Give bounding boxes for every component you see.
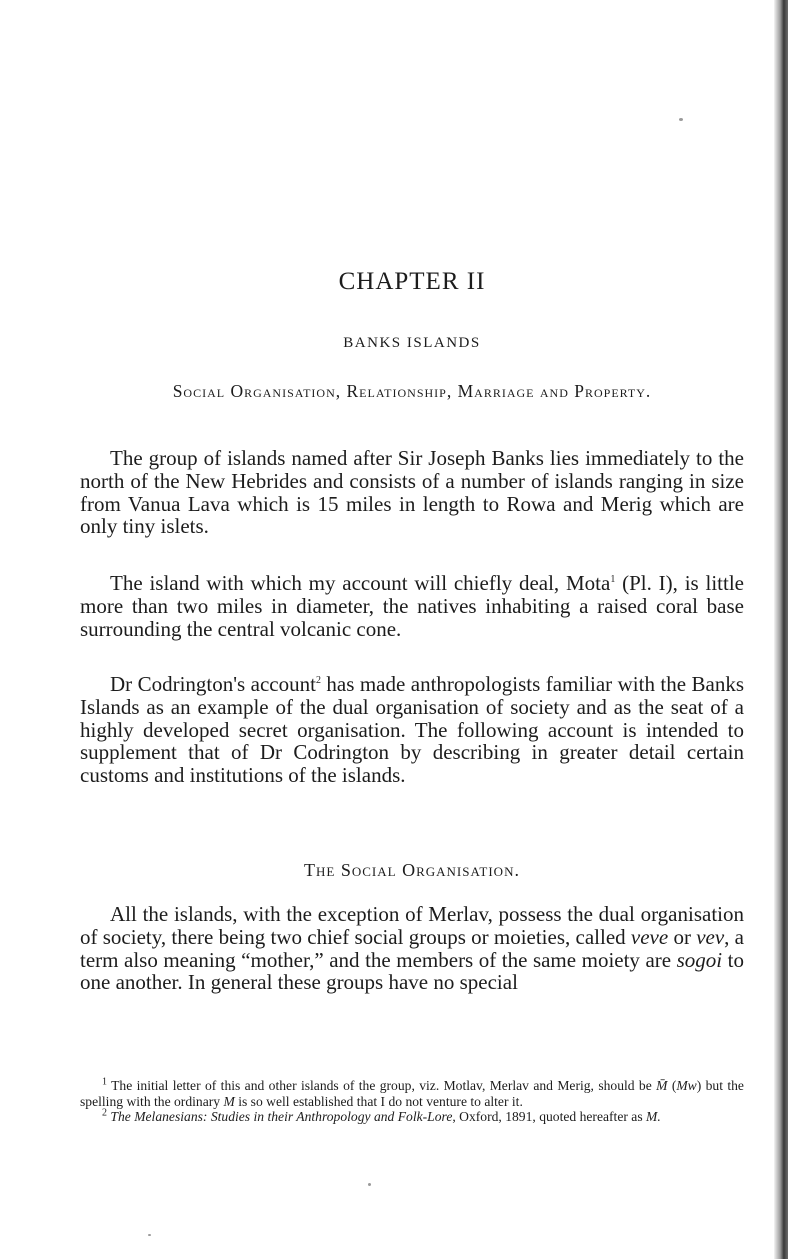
paragraph-2: The island with which my account will chiefly deal, Mota$^1$ (Pl. I), is little more than two miles in diameter, the natives inhabiting a raised coral base surrounding the central volcanic cone. <box>80 571 744 641</box>
speck-mark <box>679 118 683 121</box>
speck-mark <box>148 1234 151 1236</box>
chapter-title: CHAPTER II <box>338 268 486 295</box>
page-edge-shadow <box>774 0 788 1259</box>
paragraph-1: The group of islands named after Sir Joseph Banks lies immediately to the north of the New Hebrides and consists of a number of islands ranging in size from Vanua Lava which is 15 miles in length to Rowa and Merig which are only tiny islets. <box>80 446 744 539</box>
footnote-1: $^1$ The initial letter of this and other islands of the group, viz. Motlav, Merlav and Merig, should be M̄ (Mw) but the spelling with the ordinary M is so well established that I do not venture to alter it. <box>80 1076 744 1109</box>
section-title: BANKS ISLANDS <box>343 335 481 351</box>
paragraph-3: Dr Codrington's account$^2$ has made anthropologists familiar with the Banks Islands as an example of the dual organisation of society and as the seat of a highly developed secret organisation. The following account is intended to supplement that of Dr Codrington by describing in greater detail certain customs and institutions of the islands. <box>80 672 744 788</box>
speck-mark <box>368 1183 371 1186</box>
subheading: Social Organisation, Relationship, Marriage and Property. <box>172 381 652 401</box>
paragraph-4: All the islands, with the exception of Merlav, possess the dual organisation of society, there being two chief social groups or moieties, called veve or vev, a term also meaning “mother,” and the members of the same moiety are sogoi to one another. In general these groups have no special <box>80 902 744 995</box>
section-heading: The Social Organisation. <box>304 860 520 880</box>
footnote-ref-2: 2 <box>315 675 321 686</box>
footnote-2: $^2$ The Melanesians: Studies in their Anthropology and Folk-Lore, Oxford, 1891, quoted hereafter as M. <box>102 1107 661 1124</box>
footnote-ref-1: 1 <box>610 574 616 585</box>
footnotes <box>80 1078 744 1125</box>
